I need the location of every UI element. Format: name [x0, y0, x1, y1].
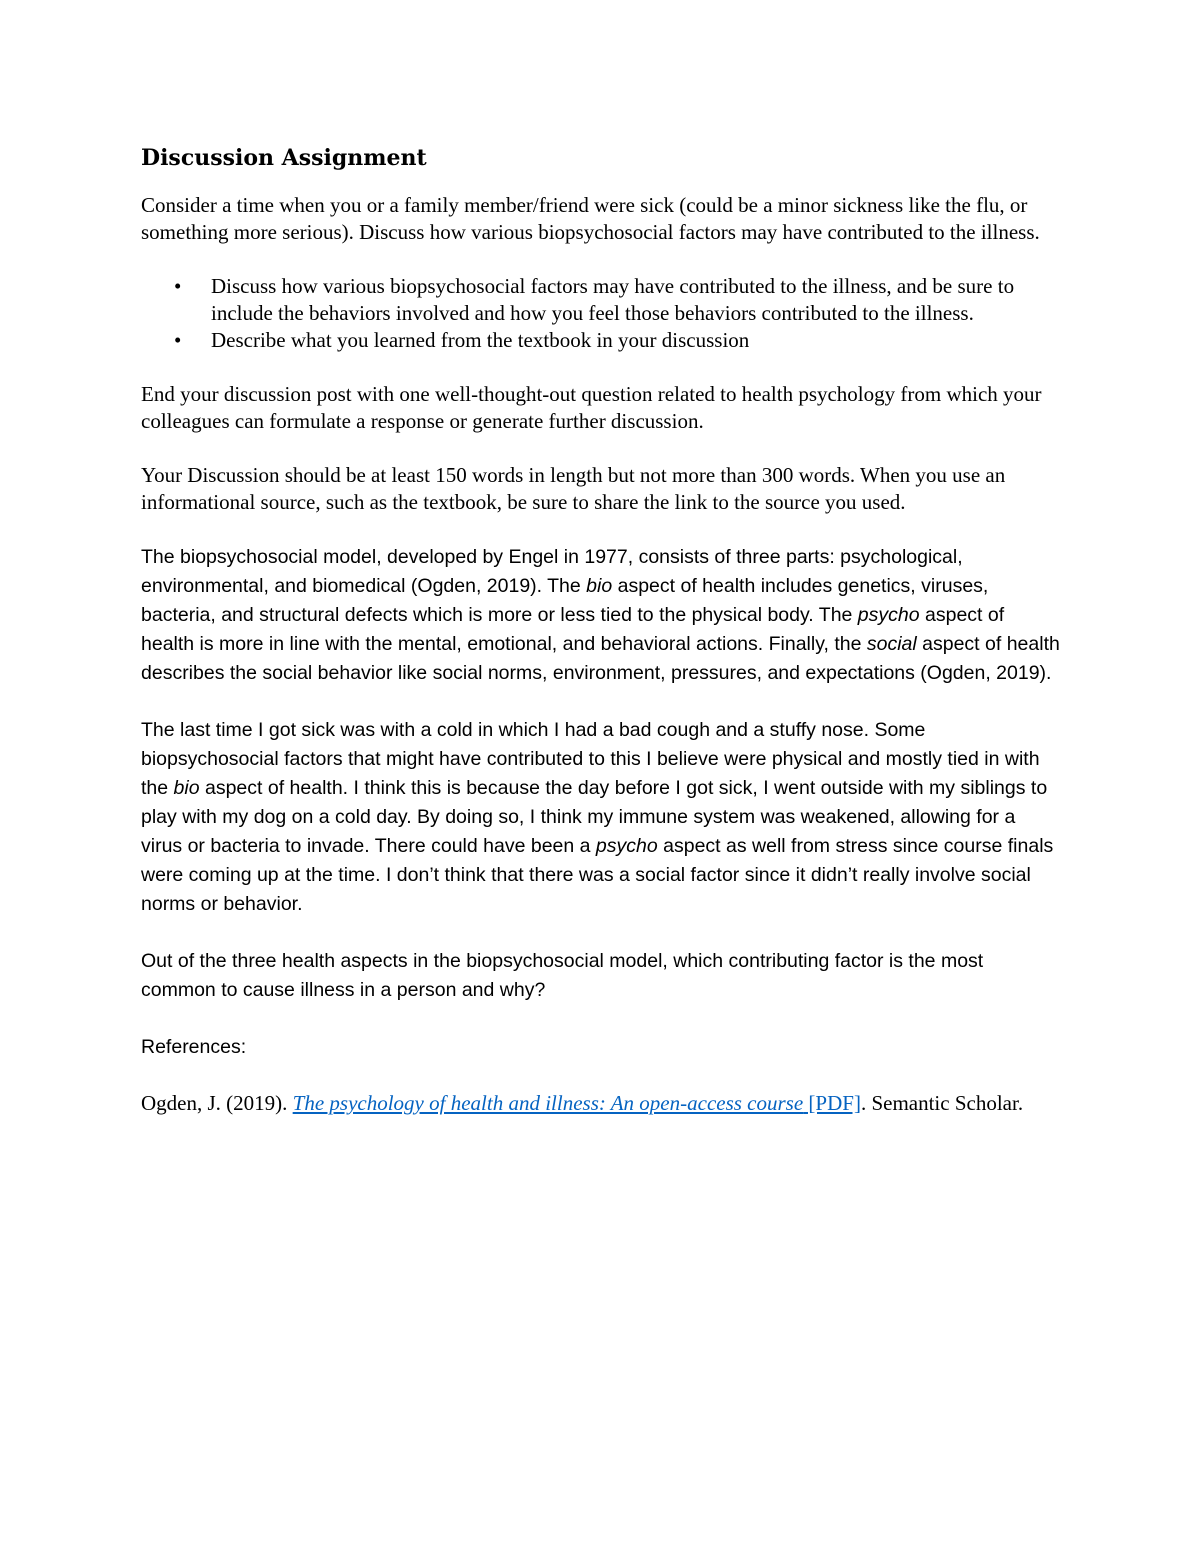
emphasis-bio: bio — [586, 575, 613, 597]
emphasis-social: social — [866, 633, 917, 655]
reference-link[interactable] — [293, 1091, 861, 1115]
bullet-symbol: • — [174, 328, 182, 352]
document-page — [141, 140, 1061, 1117]
text-run: aspect of health. I think this is because the day before I got sick, I went outside with my siblings to play with my dog on a cold day. By doing so, I think my immune system was weakened, allowing for a virus or bacteria to invade. There could have been a — [141, 777, 1048, 857]
bullet-item — [141, 327, 1061, 354]
text-run: aspect of health is more in line with the mental, emotional, and behavioral actions. Finally, the — [141, 604, 1005, 655]
response-paragraph-model — [141, 543, 1061, 688]
bullet-text: Discuss how various biopsychosocial factors may have contributed to the illness, and be sure to include the behaviors involved and how you feel those behaviors contributed to the illness. — [211, 274, 1015, 325]
assignment-bullet-list — [141, 273, 1061, 354]
response-paragraph-experience — [141, 716, 1061, 919]
emphasis-bio: bio — [173, 777, 200, 799]
document-title: Discussion Assignment — [141, 145, 427, 171]
assignment-intro: Consider a time when you or a family member/friend were sick (could be a minor sickness like the flu, or something more serious). Discuss how various biopsychosocial factors may have contributed to the illness. — [141, 193, 1040, 244]
text-run: aspect as well from stress since course finals were coming up at the time. I don’t think that there was a social factor since it didn’t really involve social norms or behavior. — [141, 835, 1054, 915]
reference-link-title: The psychology of health and illness: An open-access course — [292, 1091, 804, 1115]
text-run: aspect of health includes genetics, viruses, bacteria, and structural defects which is more or less tied to the physical body. The — [141, 575, 989, 626]
discussion-question: Out of the three health aspects in the biopsychosocial model, which contributing factor is the most common to cause illness in a person and why? — [141, 950, 984, 1001]
text-run: aspect of health describes the social behavior like social norms, environment, pressures, and expectations (Ogden, 2019). — [141, 633, 1060, 684]
reference-link-suffix: [PDF] — [803, 1091, 861, 1115]
reference-suffix: . Semantic Scholar. — [860, 1091, 1024, 1115]
references-heading: References: — [141, 1036, 247, 1058]
text-run: The biopsychosocial model, developed by Engel in 1977, consists of three parts: psychological, environmental, and biomedical (Ogden, 2019). The — [141, 546, 963, 597]
assignment-length-requirement: Your Discussion should be at least 150 words in length but not more than 300 words. When you use an informational source, such as the textbook, be sure to share the link to the source you used. — [141, 463, 1006, 514]
bullet-item — [141, 273, 1061, 327]
bullet-text: Describe what you learned from the textbook in your discussion — [211, 328, 750, 352]
text-run: The last time I got sick was with a cold in which I had a bad cough and a stuffy nose. Some biopsychosocial factors that might have contributed to this I believe were physical and mostly tied in with the — [141, 719, 1040, 799]
assignment-closing: End your discussion post with one well-thought-out question related to health psychology from which your colleagues can formulate a response or generate further discussion. — [141, 382, 1042, 433]
bullet-symbol: • — [174, 274, 182, 298]
reference-entry — [141, 1090, 1061, 1117]
emphasis-psycho: psycho — [595, 835, 658, 857]
emphasis-psycho: psycho — [857, 604, 920, 626]
reference-prefix: Ogden, J. (2019). — [141, 1091, 293, 1115]
